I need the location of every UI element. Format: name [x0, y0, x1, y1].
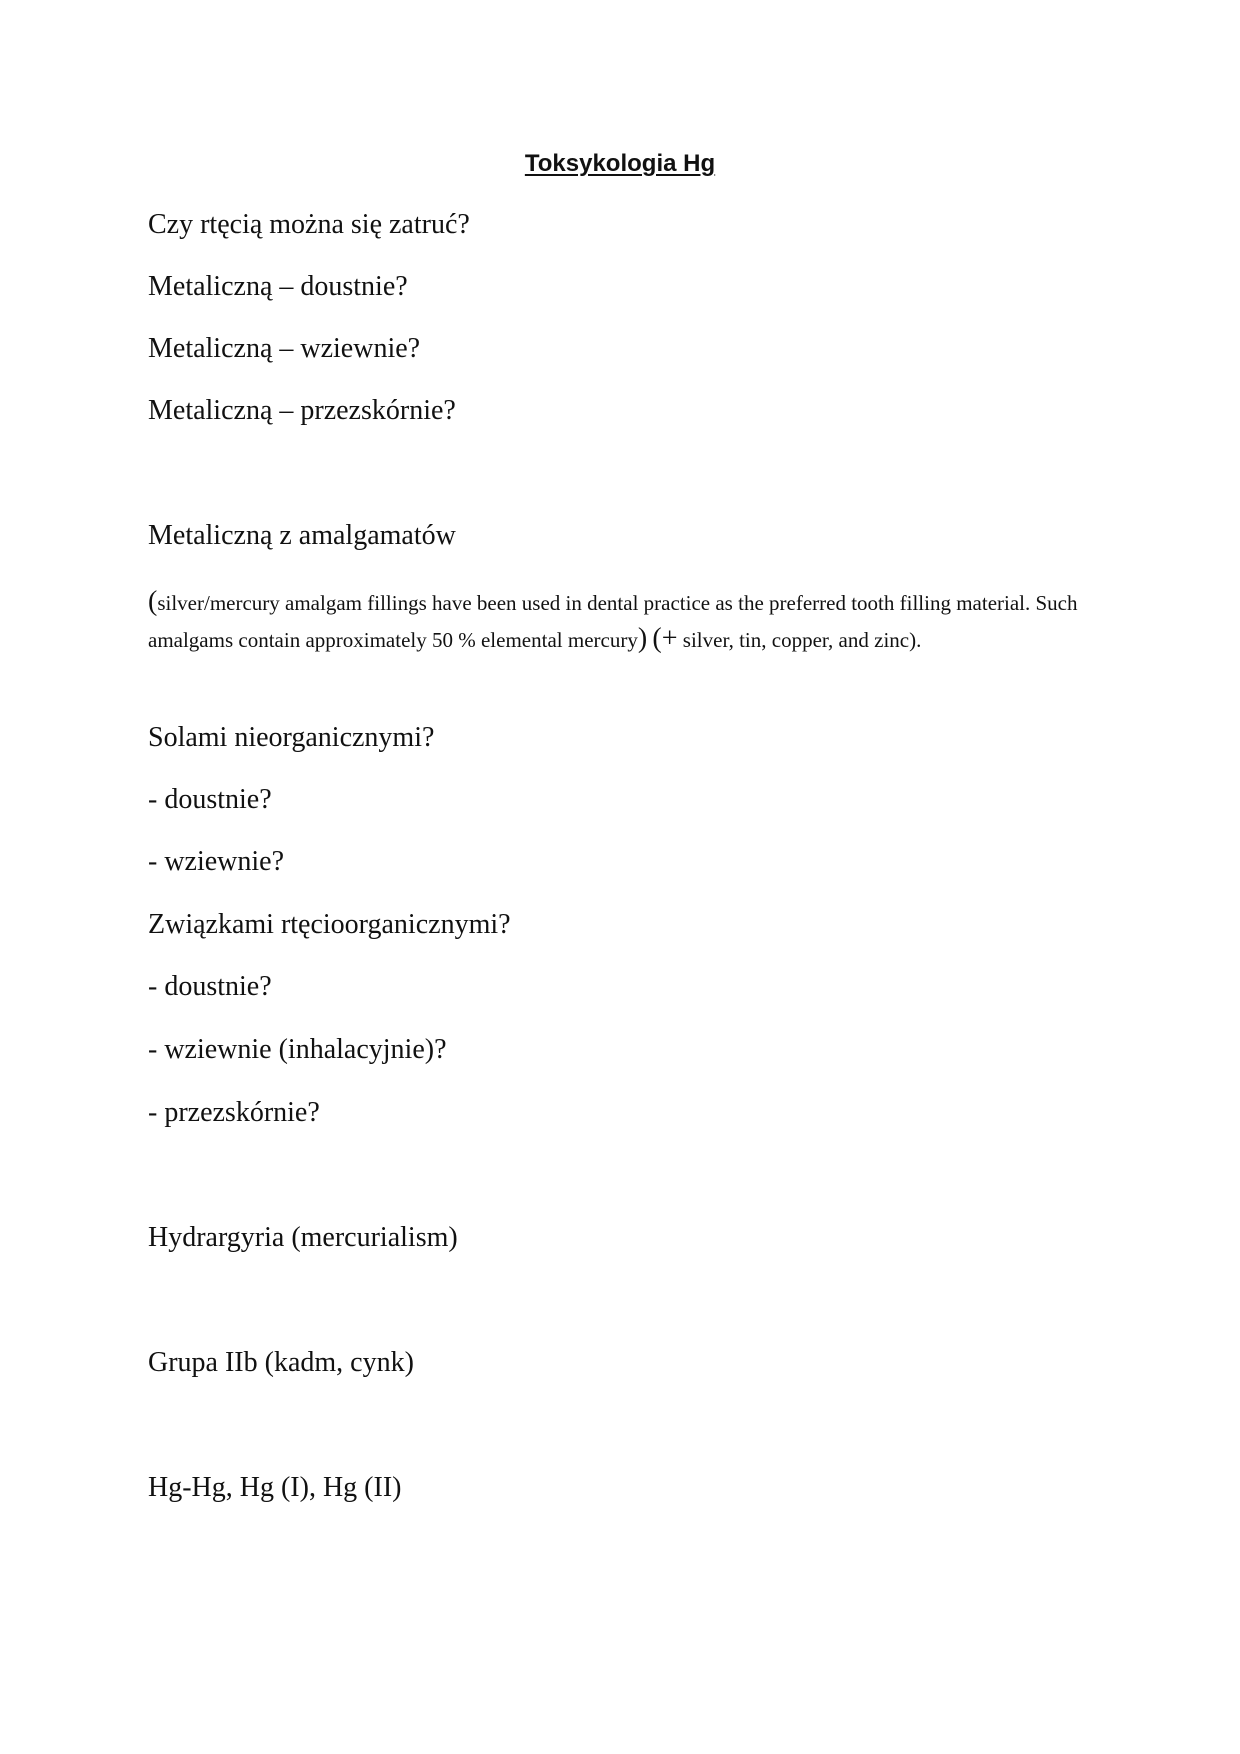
paren-close: ): [637, 623, 648, 654]
document-title: Toksykologia Hg: [524, 150, 716, 177]
amalgam-paragraph: [148, 584, 1088, 658]
question-line: Czy rtęcią można się zatruć?: [148, 209, 470, 240]
paragraph-text-b: silver, tin, copper, and zinc).: [677, 628, 922, 652]
list-item: - wziewnie (inhalacyjnie)?: [148, 1034, 447, 1065]
list-item: - doustnie?: [148, 971, 272, 1002]
paragraph-text-a: silver/mercury amalgam fillings have been used in dental practice as the preferred tooth filling material. Such amalgams contain approximately 50 % elemental mercury: [148, 591, 1078, 652]
section-heading: Hg-Hg, Hg (I), Hg (II): [148, 1472, 402, 1503]
plus-sign: (+: [652, 623, 678, 654]
question-line: Metaliczną – doustnie?: [148, 271, 408, 302]
section-heading: Metaliczną z amalgamatów: [148, 520, 456, 551]
list-item: - przezskórnie?: [148, 1097, 320, 1128]
list-item: - wziewnie?: [148, 846, 285, 877]
question-line: Metaliczną – przezskórnie?: [148, 395, 456, 426]
section-heading: Grupa IIb (kadm, cynk): [148, 1347, 414, 1378]
section-heading: Związkami rtęcioorganicznymi?: [148, 909, 511, 940]
section-heading: Solami nieorganicznymi?: [148, 722, 435, 753]
list-item: - doustnie?: [148, 784, 272, 815]
question-line: Metaliczną – wziewnie?: [148, 333, 421, 364]
paren-open: (: [148, 586, 158, 617]
section-heading: Hydrargyria (mercurialism): [148, 1222, 458, 1253]
